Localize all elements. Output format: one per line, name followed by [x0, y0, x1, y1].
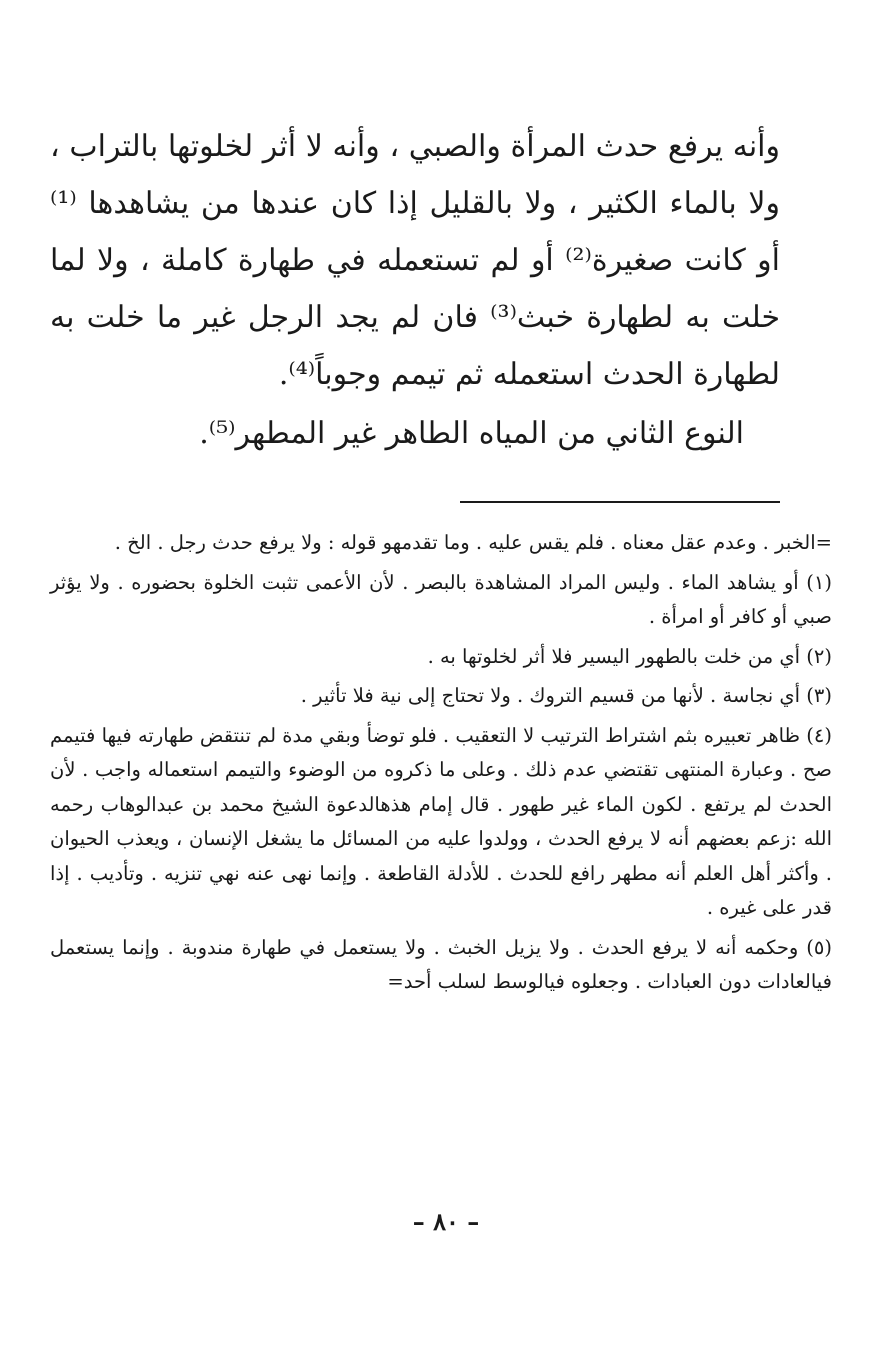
footnote-2: (٢) أي من خلت بالطهور اليسير فلا أثر لخلوتها به .	[427, 644, 832, 668]
section-heading: النوع الثاني من المياه الطاهر غير المطهر⁽⁵⁾.	[199, 416, 744, 451]
footnotes	[50, 526, 832, 1005]
footnote-continuation: =الخبر . وعدم عقل معناه . فلم يقس عليه . وما تقدمهو قوله : ولا يرفع حدث رجل . الخ .	[114, 531, 832, 554]
footnote-3: (٣) أي نجاسة . لأنها من قسيم التروك . ولا تحتاج إلى نية فلا تأثير .	[300, 684, 832, 707]
footnote-5: (٥) وحكمه أنه لا يرفع الحدث . ولا يزيل الخبث . ولا يستعمل في طهارة مندوبة . وإنما يستعمل فيالعادات دون العبادات . وجعلوه فيالوسط لسلب أحد=	[50, 935, 832, 993]
main-paragraph: وأنه يرفع حدث المرأة والصبي ، وأنه لا أثر لخلوتها بالتراب ، ولا بالماء الكثير ، ولا بالقليل إذا كان عندها من يشاهدها ⁽¹⁾ أو كانت صغيرة⁽²⁾ أو لم تستعمله في طهارة كاملة ، ولا لما خلت به لطهارة خبث⁽³⁾ فان لم يجد الرجل غير ما خلت به لطهارة الحدث استعمله ثم تيمم وجوباً⁽⁴⁾.	[50, 129, 780, 392]
main-text	[50, 118, 780, 462]
footnote-4: (٤) ظاهر تعبيره بثم اشتراط الترتيب لا التعقيب . فلو توضأ وبقي مدة لم تنتقض طهارته فيها فتيمم صح . وعبارة المنتهى تقتضي عدم ذلك . وعلى ما ذكروه من الوضوء والتيمم استعماله واجب . لأن الحدث لم يرتفع . لكون الماء غير طهور . قال إمام هذهالدعوة الشيخ محمد بن عبدالوهاب رحمه الله :زعم بعضهم أنه لا يرفع الحدث ، وولدوا عليه من المسائل ما يشغل الإنسان ، ويعذب الحيوان . وأكثر أهل العلم أنه مطهر رافع للحدث . للأدلة القاطعة . وإنما نهى عنه نهي تنزيه . وتأديب . إذا قدر على غيره .	[50, 723, 832, 919]
footnote-1: (١) أو يشاهد الماء . وليس المراد المشاهدة بالبصر . لأن الأعمى تثبت الخلوة بحضوره . ولا يؤثر صبي أو كافر أو امرأة .	[50, 570, 832, 628]
page-number: – ٨٠ –	[412, 1207, 480, 1236]
footnote-divider	[460, 501, 780, 503]
